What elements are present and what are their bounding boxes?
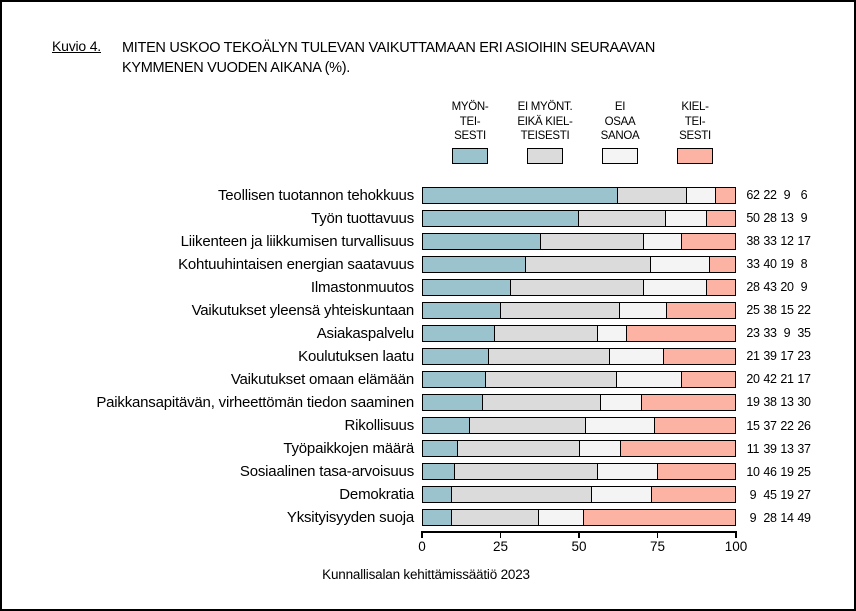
- category-label: Demokratia: [339, 486, 414, 504]
- value-positive: 50: [746, 211, 760, 226]
- value-labels: [745, 368, 813, 391]
- bar-segment-dont-know: [687, 188, 716, 203]
- chart-row: [2, 184, 856, 207]
- bar-segment-negative: [710, 257, 735, 272]
- axis-tick-label: 25: [492, 539, 509, 554]
- value-positive: 33: [746, 257, 760, 272]
- legend-text: SESTI: [679, 130, 711, 142]
- bar-segment-positive: [423, 464, 455, 479]
- bar-segment-neutral: [483, 395, 601, 410]
- value-neutral: 22: [763, 188, 777, 202]
- legend-text: EI: [614, 101, 626, 113]
- value-neutral: 33: [763, 326, 777, 341]
- value-neutral: 28: [763, 211, 777, 226]
- bar-segment-positive: [423, 211, 579, 226]
- value-positive: 62: [746, 188, 760, 202]
- bar-segment-negative: [667, 303, 735, 318]
- value-dont-know: 17: [780, 349, 794, 364]
- bar-segment-negative: [655, 418, 735, 433]
- bar-segment-neutral: [452, 510, 540, 525]
- bar-segment-dont-know: [580, 441, 621, 456]
- value-neutral: 40: [763, 257, 777, 272]
- bar-segment-neutral: [526, 257, 651, 272]
- value-neutral: 45: [763, 487, 777, 502]
- bar-segment-negative: [664, 349, 735, 364]
- chart-row: [2, 230, 856, 253]
- value-dont-know: 14: [780, 510, 794, 525]
- bar-segment-dont-know: [592, 487, 652, 502]
- bar-segment-neutral: [579, 211, 667, 226]
- value-dont-know: 13: [780, 395, 794, 410]
- bar-segment-negative: [707, 211, 735, 226]
- legend-text: TEISESTI: [520, 130, 570, 142]
- value-neutral: 33: [763, 234, 777, 249]
- value-negative: 9: [800, 280, 808, 295]
- chart-row: [2, 483, 856, 506]
- bar-segment-neutral: [455, 464, 598, 479]
- bar-segment-positive: [423, 188, 618, 203]
- bar-segment-dont-know: [644, 280, 707, 295]
- category-label: Kohtuuhintaisen energian saatavuus: [178, 255, 414, 273]
- value-labels: [745, 322, 813, 345]
- value-dont-know: 19: [780, 464, 794, 479]
- bar-segment-positive: [423, 418, 470, 433]
- bar-segment-dont-know: [666, 211, 707, 226]
- value-positive: 25: [746, 303, 760, 318]
- bar-segment-positive: [423, 372, 486, 387]
- bar-segment-neutral: [541, 234, 644, 249]
- value-dont-know: 9: [783, 188, 791, 202]
- value-neutral: 38: [763, 395, 777, 410]
- value-labels: [745, 276, 813, 299]
- stacked-bar: [422, 486, 736, 503]
- value-negative: 9: [800, 211, 808, 226]
- axis-tick: [500, 531, 502, 538]
- value-dont-know: 13: [780, 211, 794, 226]
- bar-segment-dont-know: [620, 303, 667, 318]
- chart-row: [2, 299, 856, 322]
- stacked-bar: [422, 187, 736, 204]
- value-labels: [745, 506, 813, 529]
- axis-tick-label: 100: [724, 539, 748, 554]
- value-negative: 25: [797, 464, 811, 479]
- value-negative: 8: [800, 257, 808, 272]
- value-negative: 37: [797, 441, 811, 456]
- stacked-bar: [422, 325, 736, 342]
- title-line-2: KYMMENEN VUODEN AIKANA (%).: [122, 60, 350, 76]
- chart-row: [2, 207, 856, 230]
- bar-segment-dont-know: [651, 257, 711, 272]
- stacked-bar: [422, 302, 736, 319]
- stacked-bar: [422, 463, 736, 480]
- chart-row: [2, 414, 856, 437]
- value-positive: 23: [746, 326, 760, 341]
- axis-tick-label: 0: [418, 539, 426, 554]
- chart-row: [2, 437, 856, 460]
- value-labels: [745, 207, 813, 230]
- value-negative: 26: [797, 418, 811, 433]
- chart-row: [2, 322, 856, 345]
- legend-text: TEI-: [684, 115, 706, 128]
- value-labels: [745, 391, 813, 414]
- value-negative: 49: [797, 510, 811, 525]
- value-negative: 35: [797, 326, 811, 341]
- value-labels: [745, 414, 813, 437]
- stacked-bar: [422, 371, 736, 388]
- bar-segment-positive: [423, 441, 458, 456]
- bar-segment-negative: [584, 510, 735, 525]
- bar-segment-dont-know: [598, 464, 658, 479]
- value-negative: 23: [797, 349, 811, 364]
- category-label: Työpaikkojen määrä: [283, 440, 414, 458]
- stacked-bar: [422, 394, 736, 411]
- value-labels: [745, 483, 813, 506]
- bar-segment-neutral: [495, 326, 598, 341]
- axis-tick: [657, 531, 659, 538]
- bar-segment-negative: [682, 234, 735, 249]
- stacked-bar: [422, 256, 736, 273]
- category-label: Yksityisyyden suoja: [286, 509, 414, 527]
- bar-segment-dont-know: [598, 326, 627, 341]
- value-negative: 22: [797, 303, 811, 318]
- bar-segment-positive: [423, 510, 452, 525]
- bar-segment-neutral: [470, 418, 585, 433]
- legend-text: TEI-: [459, 115, 481, 128]
- bar-segment-dont-know: [644, 234, 682, 249]
- bar-segment-dont-know: [586, 418, 655, 433]
- axis-tick: [735, 531, 737, 538]
- value-neutral: 37: [763, 418, 777, 433]
- bar-segment-neutral: [618, 188, 688, 203]
- value-labels: [745, 299, 813, 322]
- value-dont-know: 21: [780, 372, 794, 387]
- bar-segment-negative: [716, 188, 735, 203]
- category-label: Vaikutukset omaan elämään: [230, 370, 414, 388]
- value-dont-know: 19: [780, 487, 794, 502]
- category-label: Työn tuottavuus: [311, 209, 414, 227]
- legend-text: OSAA: [604, 115, 636, 128]
- chart-row: [2, 253, 856, 276]
- bar-segment-positive: [423, 303, 501, 318]
- value-positive: 9: [749, 510, 757, 525]
- bar-segment-positive: [423, 234, 541, 249]
- value-dont-know: 12: [780, 234, 794, 249]
- value-positive: 19: [746, 395, 760, 410]
- bar-segment-positive: [423, 326, 495, 341]
- value-positive: 38: [746, 234, 760, 249]
- legend-text: SANOA: [600, 130, 640, 142]
- value-negative: 6: [800, 188, 808, 202]
- stacked-bar: [422, 440, 736, 457]
- category-label: Liikenteen ja liikkumisen turvallisuus: [180, 232, 414, 250]
- source-caption: Kunnallisalan kehittämissäätiö 2023: [322, 567, 530, 582]
- legend-text: EI MYÖNT.: [517, 101, 573, 113]
- value-labels: [745, 230, 813, 253]
- axis-tick-label: 50: [571, 539, 587, 554]
- bar-segment-positive: [423, 257, 526, 272]
- value-negative: 30: [797, 395, 811, 410]
- category-label: Ilmastonmuutos: [310, 278, 414, 296]
- bar-segment-neutral: [486, 372, 617, 387]
- chart-row: [2, 345, 856, 368]
- bar-segment-positive: [423, 395, 483, 410]
- value-dont-know: 19: [780, 257, 794, 272]
- stacked-bar: [422, 509, 736, 526]
- value-labels: [745, 345, 813, 368]
- legend-swatch-positive: [452, 148, 488, 164]
- value-positive: 11: [746, 441, 760, 456]
- bar-segment-neutral: [511, 280, 645, 295]
- bar-segment-dont-know: [617, 372, 683, 387]
- figure-label: Kuvio 4.: [52, 38, 101, 54]
- value-dont-know: 13: [780, 441, 794, 456]
- page-title: [122, 38, 822, 78]
- value-dont-know: 9: [783, 326, 791, 341]
- chart-row: [2, 506, 856, 529]
- value-neutral: 46: [763, 464, 777, 479]
- bar-segment-positive: [423, 280, 511, 295]
- value-positive: 21: [746, 349, 760, 364]
- value-negative: 27: [797, 487, 811, 502]
- value-positive: 15: [746, 418, 760, 433]
- bar-segment-neutral: [452, 487, 592, 502]
- category-label: Rikollisuus: [344, 417, 414, 434]
- axis-tick: [421, 531, 423, 538]
- title-line-1: MITEN USKOO TEKOÄLYN TULEVAN VAIKUTTAMAAN ERI ASIOIHIN SEURAAVAN: [122, 40, 655, 56]
- value-neutral: 39: [763, 441, 777, 456]
- legend-swatch-neutral: [527, 148, 563, 164]
- value-dont-know: 20: [780, 280, 794, 295]
- value-positive: 9: [749, 487, 757, 502]
- value-neutral: 39: [763, 349, 777, 364]
- bar-segment-neutral: [489, 349, 611, 364]
- value-dont-know: 22: [780, 418, 794, 433]
- value-dont-know: 15: [780, 303, 794, 318]
- legend-item-negative: [650, 100, 740, 164]
- legend-text: MYÖN-: [451, 101, 489, 113]
- stacked-bar: [422, 417, 736, 434]
- value-positive: 28: [746, 280, 760, 295]
- value-neutral: 43: [763, 280, 777, 295]
- stacked-bar: [422, 279, 736, 296]
- bar-segment-negative: [682, 372, 735, 387]
- bar-segment-negative: [621, 441, 735, 456]
- category-label: Paikkansapitävän, virheettömän tiedon saaminen: [96, 393, 414, 411]
- value-labels: [745, 460, 813, 483]
- bar-segment-dont-know: [539, 510, 583, 525]
- bar-segment-neutral: [458, 441, 580, 456]
- chart-row: [2, 368, 856, 391]
- bar-segment-dont-know: [601, 395, 642, 410]
- bar-segment-negative: [652, 487, 735, 502]
- bar-segment-neutral: [501, 303, 619, 318]
- value-neutral: 42: [763, 372, 777, 387]
- stacked-bar: [422, 348, 736, 365]
- category-label: Koulutuksen laatu: [298, 347, 414, 365]
- category-label: Teollisen tuotannon tehokkuus: [217, 186, 414, 204]
- axis-tick: [578, 531, 580, 538]
- bar-segment-negative: [627, 326, 735, 341]
- value-negative: 17: [797, 234, 811, 249]
- axis-tick-label: 75: [649, 539, 666, 554]
- value-labels: [745, 253, 813, 276]
- legend-text: KIEL-: [681, 101, 709, 113]
- bar-segment-negative: [658, 464, 735, 479]
- value-positive: 20: [746, 372, 760, 387]
- legend-swatch-negative: [677, 148, 713, 164]
- chart-row: [2, 276, 856, 299]
- category-label: Vaikutukset yleensä yhteiskuntaan: [191, 301, 414, 319]
- legend-swatch-dont-know: [602, 148, 638, 164]
- chart-row: [2, 460, 856, 483]
- stacked-bar: [422, 233, 736, 250]
- category-label: Asiakaspalvelu: [316, 324, 414, 342]
- legend-text: EIKÄ KIEL-: [517, 115, 573, 128]
- value-neutral: 38: [763, 303, 777, 318]
- value-negative: 17: [797, 372, 811, 387]
- bar-segment-negative: [707, 280, 735, 295]
- value-labels: [745, 184, 813, 207]
- bar-segment-positive: [423, 487, 452, 502]
- bar-segment-positive: [423, 349, 489, 364]
- category-label: Sosiaalinen tasa-arvoisuus: [239, 463, 414, 481]
- value-labels: [745, 437, 813, 460]
- legend-text: SESTI: [454, 130, 486, 142]
- value-positive: 10: [746, 464, 760, 479]
- value-neutral: 28: [763, 510, 777, 525]
- stacked-bar: [422, 210, 736, 227]
- chart-row: [2, 391, 856, 414]
- bar-segment-dont-know: [610, 349, 664, 364]
- bar-segment-negative: [642, 395, 735, 410]
